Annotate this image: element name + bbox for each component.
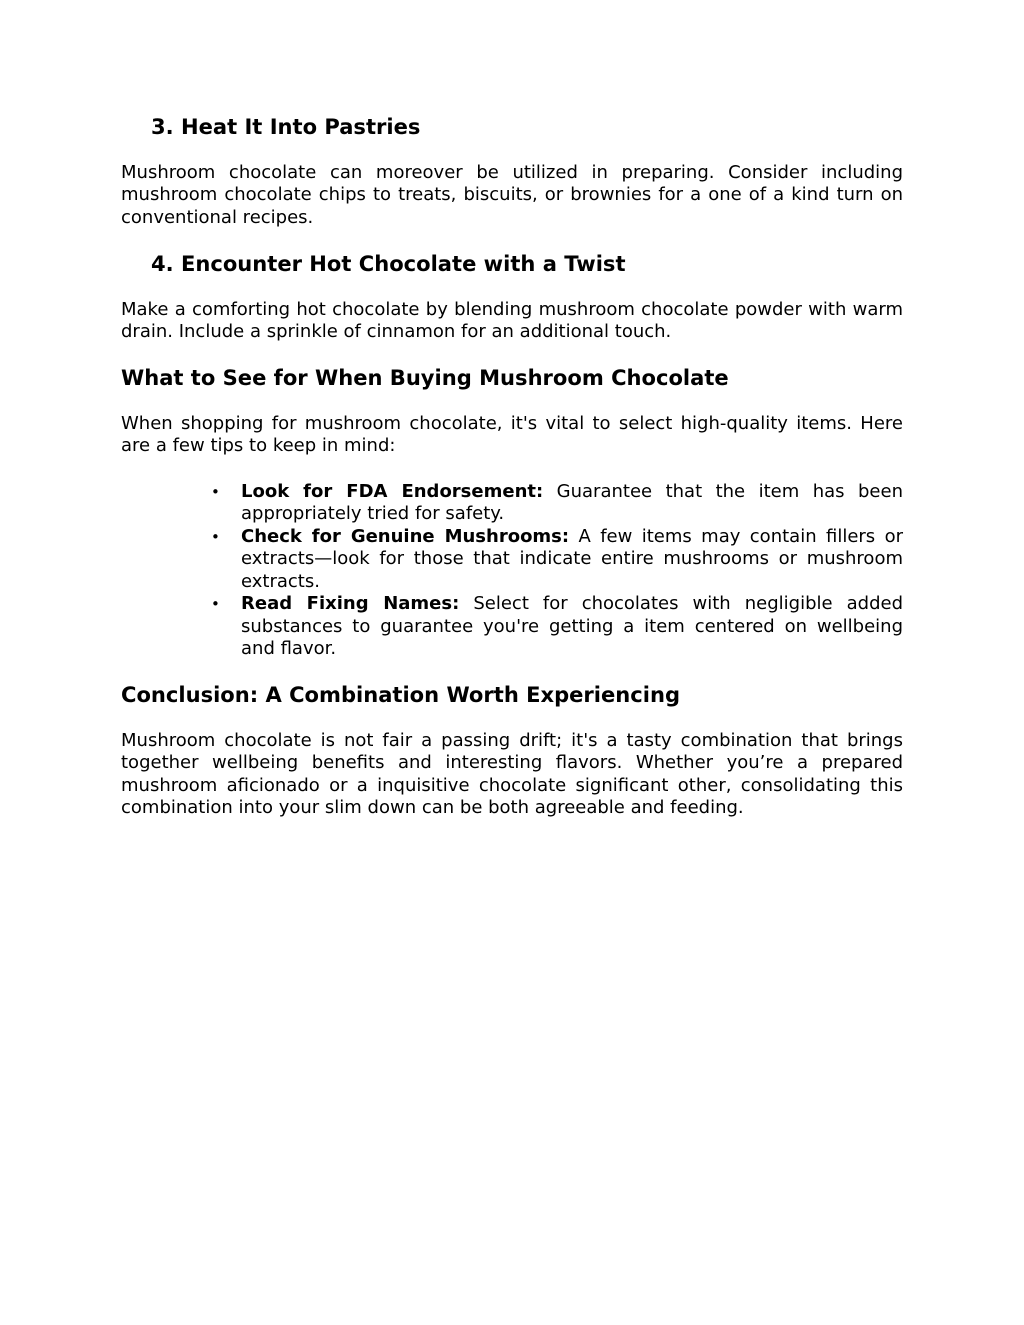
tip-text: Guarantee that the item has been appropriately tried for safety. — [241, 481, 903, 525]
section-4-number: 4. — [151, 250, 174, 276]
list-item — [211, 481, 903, 526]
tips-list — [121, 481, 903, 660]
section-3-heading — [121, 116, 903, 138]
conclusion-body: Mushroom chocolate is not fair a passing drift; it's a tasty combination that brings together wellbeing benefits and interesting flavors. Whether you’re a prepared mushroom aficionado or a inquisitive chocolate significant other, consolidating this combination into your slim down can be both agreeable and feeding. — [121, 729, 903, 818]
tip-label: Check for Genuine Mushrooms: — [241, 525, 570, 547]
section-4-title: Encounter Hot Chocolate with a Twist — [181, 250, 626, 276]
section-3-title: Heat It Into Pastries — [181, 114, 421, 139]
buying-intro: When shopping for mushroom chocolate, it's vital to select high-quality items. Here are a few tips to keep in mind: — [121, 412, 903, 457]
bullet-icon: • — [211, 595, 220, 614]
section-3-number: 3. — [151, 114, 174, 139]
buying-heading: What to See for When Buying Mushroom Chocolate — [121, 364, 729, 390]
conclusion-heading: Conclusion: A Combination Worth Experiencing — [121, 681, 681, 707]
bullet-icon: • — [211, 527, 220, 546]
tip-label: Read Fixing Names: — [241, 593, 460, 615]
list-item — [211, 525, 903, 593]
tip-text: Select for chocolates with negligible added substances to guarantee you're getting a item centered on wellbeing and flavor. — [241, 593, 903, 659]
document-page — [121, 116, 903, 819]
tip-text: A few items may contain fillers or extracts—look for those that indicate entire mushrooms or mushroom extracts. — [241, 525, 903, 592]
list-item — [211, 593, 903, 660]
section-3-body: Mushroom chocolate can moreover be utilized in preparing. Consider including mushroom chocolate chips to treats, biscuits, or brownies for a one of a kind turn on conventional recipes. — [121, 161, 903, 228]
section-4-heading — [121, 250, 903, 276]
section-4-body: Make a comforting hot chocolate by blending mushroom chocolate powder with warm drain. Include a sprinkle of cinnamon for an additional touch. — [121, 298, 903, 342]
bullet-icon: • — [211, 483, 220, 502]
tip-label: Look for FDA Endorsement: — [241, 481, 544, 503]
